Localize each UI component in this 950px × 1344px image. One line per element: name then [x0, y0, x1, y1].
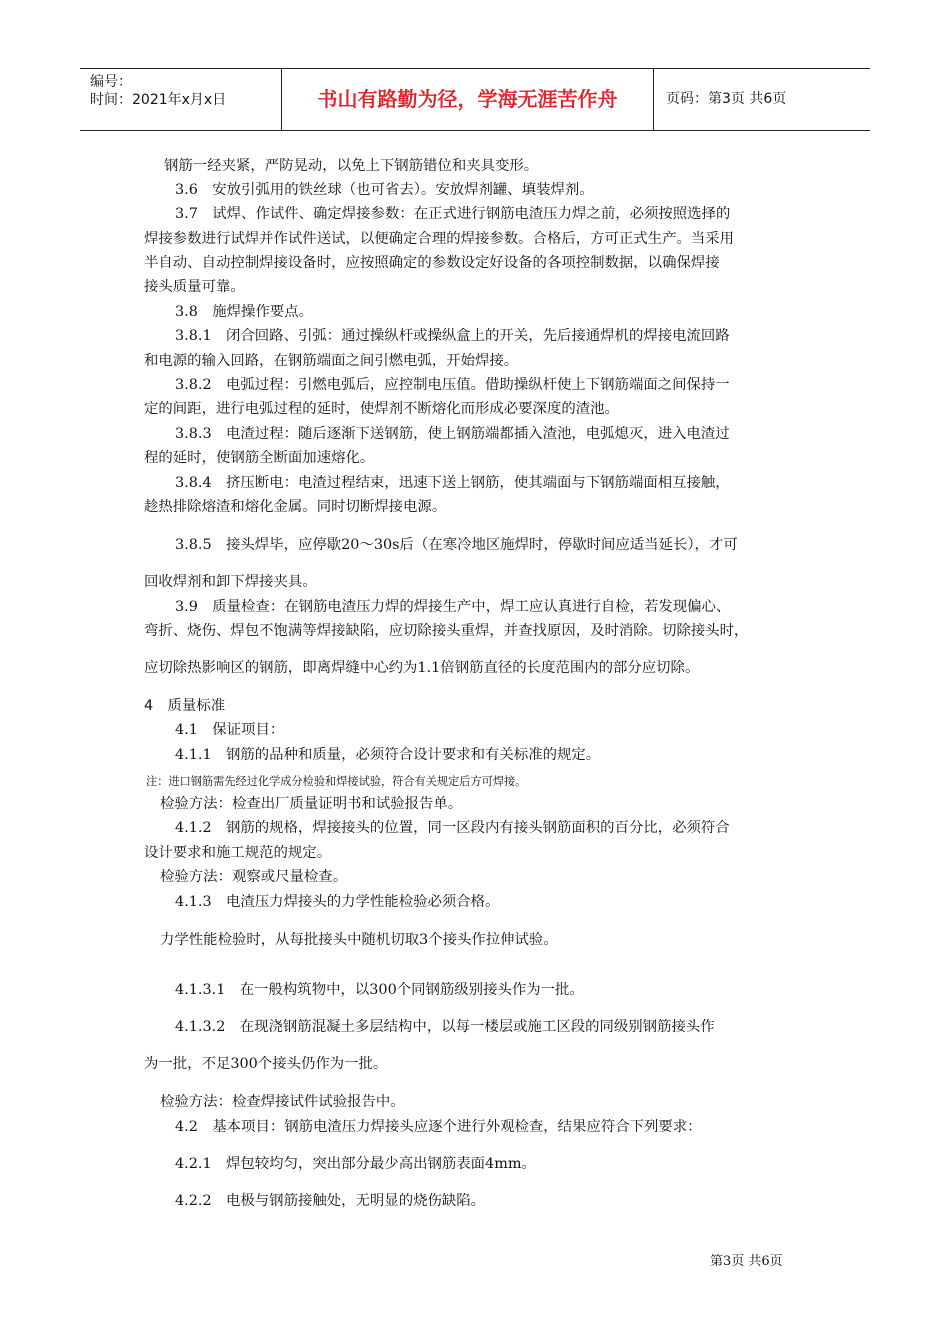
page-footer: 第3页 共6页	[710, 1254, 783, 1269]
text-line: 4.1.3.1 在一般构筑物中，以300个同钢筋级别接头作为一批。	[175, 982, 584, 998]
text-line: 3.9 质量检查：在钢筋电渣压力焊的焊接生产中，焊工应认真进行自检，若发现偏心、	[175, 599, 731, 615]
note-line: 注：进口钢筋需先经过化学成分检验和焊接试验，符合有关规定后方可焊接。	[146, 775, 527, 788]
header-left-cell	[80, 69, 282, 130]
text-line: 程的延时，使钢筋全断面加速熔化。	[144, 450, 375, 466]
text-line: 4.1 保证项目：	[175, 722, 285, 738]
text-line: 4.1.3 电渣压力焊接头的力学性能检验必须合格。	[175, 894, 500, 910]
number-label: 编号：	[90, 74, 132, 90]
text-line: 4.1.1 钢筋的品种和质量，必须符合设计要求和有关标准的规定。	[175, 747, 601, 763]
text-line: 3.8 施焊操作要点。	[175, 304, 314, 320]
text-line: 和电源的输入回路，在钢筋端面之间引燃电弧，开始焊接。	[144, 353, 519, 369]
text-line: 接头质量可靠。	[144, 279, 245, 295]
header-page-cell	[654, 69, 870, 130]
text-line: 半自动、自动控制焊接设备时，应按照确定的参数设定好设备的各项控制数据，以确保焊接	[144, 255, 720, 271]
page-header	[80, 68, 870, 131]
text-line: 检验方法：观察或尺量检查。	[160, 869, 348, 885]
text-line: 3.8.4 挤压断电：电渣过程结束，迅速下送上钢筋，使其端面与下钢筋端面相互接触，	[175, 475, 730, 491]
text-line: 4.2.1 焊包较均匀，突出部分最少高出钢筋表面4mm。	[175, 1156, 536, 1172]
text-line: 检验方法：检查焊接试件试验报告中。	[160, 1094, 405, 1110]
text-line: 钢筋一经夹紧，严防晃动，以免上下钢筋错位和夹具变形。	[164, 158, 539, 174]
text-line: 3.7 试焊、作试件、确定焊接参数：在正式进行钢筋电渣压力焊之前，必须按照选择的	[175, 206, 731, 222]
text-line: 4.1.3.2 在现浇钢筋混凝土多层结构中，以每一楼层或施工区段的同级别钢筋接头作	[175, 1019, 715, 1035]
text-line: 回收焊剂和卸下焊接夹具。	[144, 574, 317, 590]
motto: 书山有路勤为径，学海无涯苦作舟	[317, 87, 618, 111]
text-line: 3.8.1 闭合回路、引弧：通过操纵杆或操纵盒上的开关，先后接通焊机的焊接电流回路	[175, 328, 730, 344]
text-line: 弯折、烧伤、焊包不饱满等焊接缺陷，应切除接头重焊，并查找原因，及时消除。切除接头时，	[144, 623, 749, 639]
text-line: 设计要求和施工规范的规定。	[144, 845, 332, 861]
text-line: 4.1.2 钢筋的规格，焊接接头的位置，同一区段内有接头钢筋面积的百分比，必须符合	[175, 820, 730, 836]
time-label: 时间：2021年x月x日	[90, 92, 227, 108]
text-line: 应切除热影响区的钢筋，即离焊缝中心约为1.1倍钢筋直径的长度范围内的部分应切除。	[144, 660, 700, 676]
text-line: 3.8.3 电渣过程：随后逐渐下送钢筋，使上钢筋端都插入渣池，电弧熄灭，进入电渣过	[175, 426, 730, 442]
text-line: 3.6 安放引弧用的铁丝球（也可省去）。安放焊剂罐、填装焊剂。	[175, 182, 594, 198]
text-line: 为一批，不足300个接头仍作为一批。	[144, 1056, 388, 1072]
text-line: 定的间距，进行电弧过程的延时，使焊剂不断熔化而形成必要深度的渣池。	[144, 401, 619, 417]
text-line: 4.2 基本项目：钢筋电渣压力焊接头应逐个进行外观检查，结果应符合下列要求：	[175, 1119, 702, 1135]
text-line: 检验方法：检查出厂质量证明书和试验报告单。	[160, 796, 463, 812]
text-line: 焊接参数进行试焊并作试件送试，以便确定合理的焊接参数。合格后，方可正式生产。当采用	[144, 231, 735, 247]
text-line: 3.8.2 电弧过程：引燃电弧后，应控制电压值。借助操纵杆使上下钢筋端面之间保持一	[175, 377, 730, 393]
text-line: 4.2.2 电极与钢筋接触处，无明显的烧伤缺陷。	[175, 1193, 486, 1209]
text-line: 趁热排除熔渣和熔化金属。同时切断焊接电源。	[144, 499, 447, 515]
text-line: 力学性能检验时，从每批接头中随机切取3个接头作拉伸试验。	[160, 932, 558, 948]
page-label: 页码：第3页 共6页	[666, 91, 787, 107]
header-motto-cell	[282, 69, 654, 130]
section-heading: 4 质量标准	[144, 698, 226, 714]
text-line: 3.8.5 接头焊毕，应停歇20～30s后（在寒冷地区施焊时，停歇时间应适当延长），才可	[175, 537, 738, 553]
